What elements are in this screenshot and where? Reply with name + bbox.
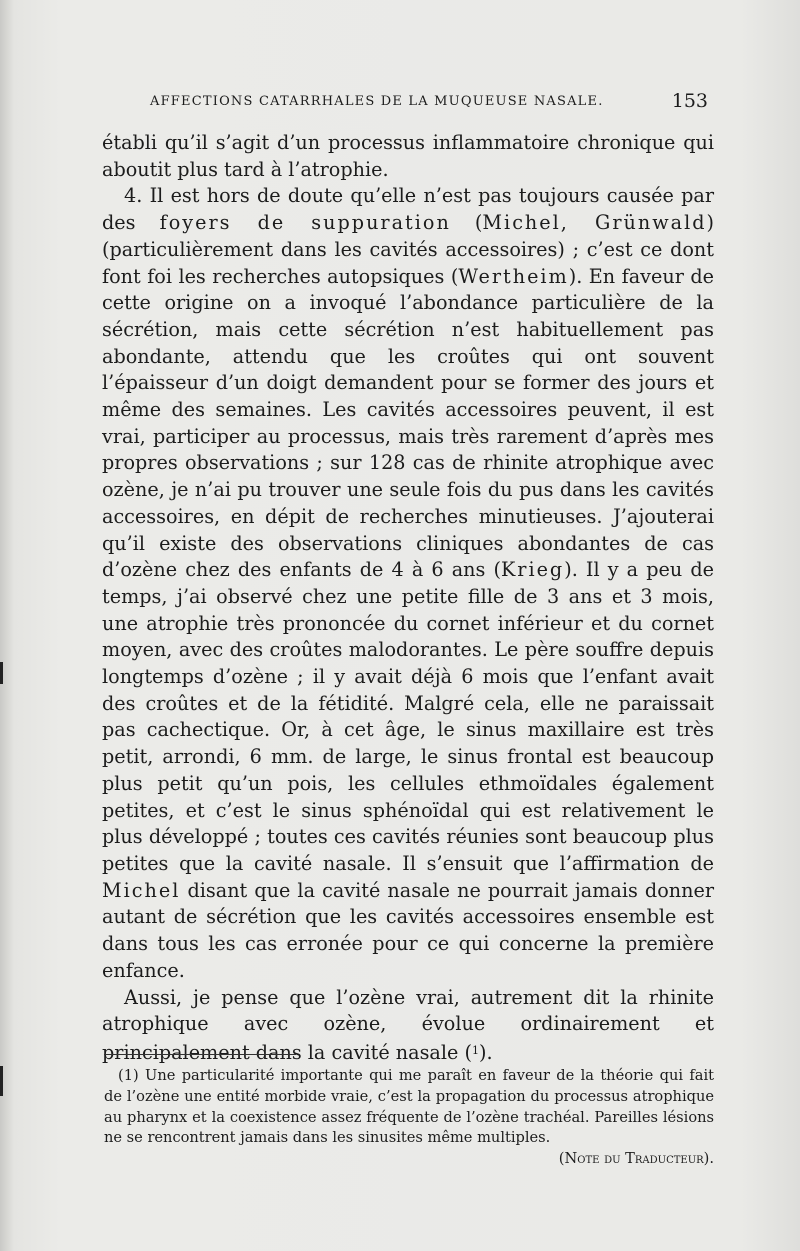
text-run: disant que la cavité nasale ne pourrait jamais donner autant de sécrétion que les cavités accessoires ensemble est dans tous les cas erronée pour ce qui concerne la première enfance. bbox=[102, 878, 714, 982]
author-name: Michel, Grünwald bbox=[482, 211, 707, 235]
scan-edge-mark bbox=[0, 1066, 3, 1096]
paragraph-4 bbox=[102, 183, 714, 984]
text-run: Aussi, je pense que l’ozène vrai, autrement dit la rhinite atrophique avec ozène, évolue ordinairement et principalement dans la cavité nasale ( bbox=[102, 985, 714, 1064]
author-name: Krieg bbox=[500, 558, 565, 582]
emphasis-text: foyers de suppuration bbox=[159, 211, 451, 235]
footnote-divider bbox=[104, 1054, 296, 1055]
running-title: AFFECTIONS CATARRHALES DE LA MUQUEUSE NASALE. bbox=[150, 94, 604, 109]
text-run: ( bbox=[450, 211, 483, 235]
page-header bbox=[150, 90, 710, 114]
text-run: ). bbox=[478, 1040, 493, 1064]
text-run: ). En faveur de cette origine on a invoqué l’abondance particulière de la sécrétion, mais cette sécrétion n’est habituellement pas abondante, attendu que les croûtes qui ont souvent l’épaisseur d’un doigt demandent pour se former des jours et même des semaines. Les cavités accessoires peuvent, il est vrai, participer au processus, mais très rarement d’après mes propres observations ; sur 128 cas de rhinite atrophique avec ozène, je n’ai pu trouver une seule fois du pus dans les cavités accessoires, en dépit de recherches minutieuses. J’ajouterai qu’il existe des observations cliniques abondantes de cas d’ozène chez des enfants de 4 à 6 ans ( bbox=[102, 264, 715, 582]
main-text bbox=[102, 130, 714, 1067]
author-name: Michel bbox=[102, 878, 181, 902]
paragraph-continuation: établi qu’il s’agit d’un processus inflammatoire chronique qui aboutit plus tard à l’atrophie. bbox=[102, 131, 714, 181]
translator-note-tag: (Note du Traducteur). bbox=[558, 1150, 714, 1168]
footnote-reference[interactable]: 1 bbox=[471, 1043, 479, 1057]
scan-edge-mark bbox=[0, 662, 3, 684]
text-run: ) (particulièrement dans les cavités accessoires) ; c’est ce dont font foi les recherches autopsiques ( bbox=[102, 211, 714, 288]
footnote-marker: (1) bbox=[118, 1067, 139, 1084]
text-run: ). Il y a peu de temps, j’ai observé chez une petite fille de 3 ans et 3 mois, une atrophie très prononcée du cornet inférieur et du cornet moyen, avec des croûtes malodorantes. Le père souffre depuis longtemps d’ozène ; il y avait déjà 6 mois que l’enfant avait des croûtes et de la fétidité. Malgré cela, elle ne paraissait pas cachectique. Or, à cet âge, le sinus maxillaire est très petit, arrondi, 6 mm. de large, le sinus frontal est beaucoup plus petit qu’un pois, les cellules ethmoïdales également petites, et c’est le sinus sphénoïdal qui est relativement le plus développé ; toutes ces cavités réunies sont beaucoup plus petites que la cavité nasale. Il s’ensuit que l’affirmation de bbox=[102, 558, 714, 875]
page-number: 153 bbox=[671, 90, 708, 112]
footnote bbox=[104, 1066, 714, 1170]
author-name: Wertheim bbox=[458, 264, 569, 288]
text-run: 4. Il est hors de doute qu’elle n’est pas toujours causée par des bbox=[102, 184, 714, 235]
footnote-text: Une particularité importante qui me paraît en faveur de la théorie qui fait de l’ozène une entité morbide vraie, c’est la propagation du processus atrophique au pharynx et la coexistence assez fréquente de l’ozène trachéal. Pareilles lésions ne se rencontrent jamais dans les sinusites même multiples. bbox=[104, 1067, 714, 1147]
